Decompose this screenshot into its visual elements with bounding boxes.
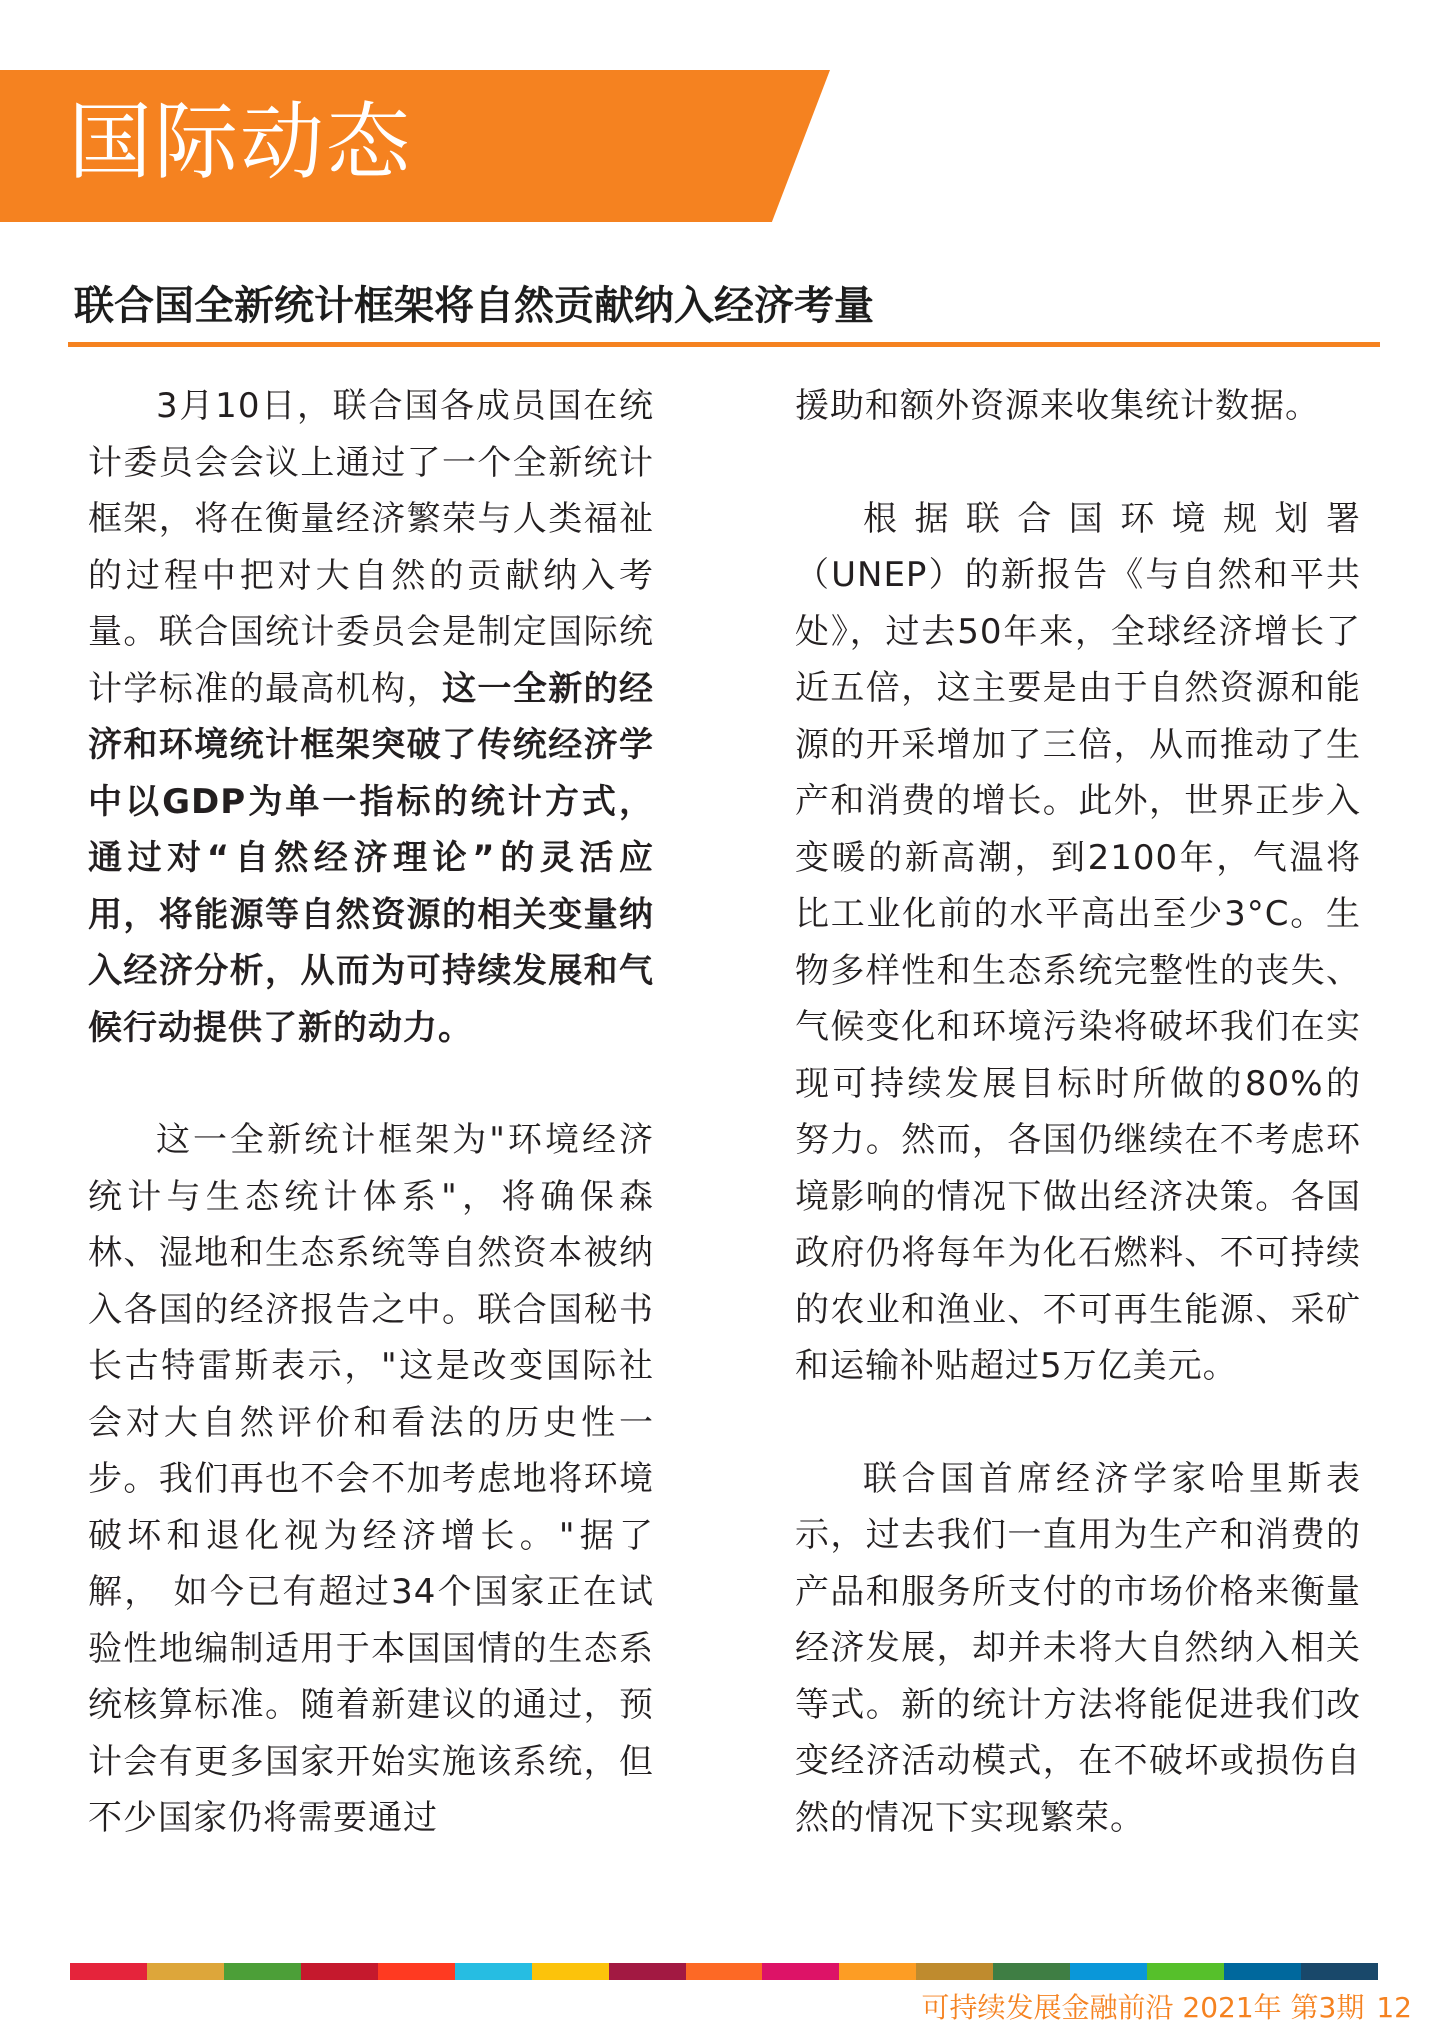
article-column-left	[88, 378, 654, 1903]
sdg-color-segment-2	[147, 1963, 224, 1980]
article-column-right	[795, 378, 1361, 1902]
sdg-color-segment-5	[378, 1963, 455, 1980]
paragraph-1-text: 3月10日，联合国各成员国在统计委员会会议上通过了一个全新统计框架，将在衡量经济繁荣与人类福祉的过程中把对大自然的贡献纳入考量。联合国统计委员会是制定国际统计学标准的最高机构，	[88, 386, 654, 709]
paragraph-1	[88, 378, 654, 1056]
page-footer	[921, 1988, 1412, 2028]
paragraph-1-highlight: 这一全新的经济和环境统计框架突破了传统经济学中以GDP为单一指标的统计方式，通过对“自然经济理论”的灵活应用，将能源等自然资源的相关变量纳入经济分析，从而为可持续发展和气候行动提供了新的动力。	[88, 668, 654, 1048]
sdg-color-segment-13	[993, 1963, 1070, 1980]
sdg-color-segment-17	[1301, 1963, 1378, 1980]
sdg-color-segment-6	[455, 1963, 532, 1980]
sdg-color-segment-9	[686, 1963, 763, 1980]
section-title: 国际动态	[68, 93, 413, 191]
sdg-color-segment-12	[916, 1963, 993, 1980]
paragraph-2-continued: 援助和额外资源来收集统计数据。	[795, 386, 1320, 426]
sdg-color-segment-4	[301, 1963, 378, 1980]
sdg-color-bar	[70, 1963, 1378, 1980]
sdg-color-segment-10	[762, 1963, 839, 1980]
sdg-color-segment-14	[1070, 1963, 1147, 1980]
sdg-color-segment-7	[532, 1963, 609, 1980]
article-headline: 联合国全新统计框架将自然贡献纳入经济考量	[74, 283, 874, 329]
paragraph-3: 根据联合国环境规划署（UNEP）的新报告《与自然和平共处》，过去50年来，全球经济增长了近五倍，这主要是由于自然资源和能源的开采增加了三倍，从而推动了生产和消费的增长。此外，世界正步入变暖的新高潮，到2100年，气温将比工业化前的水平高出至少3°C。生物多样性和生态系统完整性的丧失、气候变化和环境污染将破坏我们在实现可持续发展目标时所做的80%的努力。然而，各国仍继续在不考虑环境影响的情况下做出经济决策。各国政府仍将每年为化石燃料、不可持续的农业和渔业、不可再生能源、采矿和运输补贴超过5万亿美元。	[795, 498, 1361, 1386]
sdg-color-segment-3	[224, 1963, 301, 1980]
paragraph-2: 这一全新统计框架为"环境经济统计与生态统计体系"，将确保森林、湿地和生态系统等自然资本被纳入各国的经济报告之中。联合国秘书长古特雷斯表示，"这是改变国际社会对大自然评价和看法的历史性一步。我们再也不会不加考虑地将环境破坏和退化视为经济增长。"据了解， 如今已有超过34个国家正在试验性地编制适用于本国国情的生态系统核算标准。随着新建议的通过，预计会有更多国家开始实施该系统，但不少国家仍将需要通过	[88, 1120, 654, 1838]
sdg-color-segment-8	[609, 1963, 686, 1980]
sdg-color-segment-11	[839, 1963, 916, 1980]
publication-title: 可持续发展金融前沿 2021年 第3期	[921, 1991, 1365, 2024]
page-number: 12	[1376, 1991, 1412, 2024]
sdg-color-segment-15	[1147, 1963, 1224, 1980]
headline-divider	[68, 342, 1380, 347]
sdg-color-segment-1	[70, 1963, 147, 1980]
paragraph-4: 联合国首席经济学家哈里斯表示，过去我们一直用为生产和消费的产品和服务所支付的市场价格来衡量经济发展，却并未将大自然纳入相关等式。新的统计方法将能促进我们改变经济活动模式，在不破坏或损伤自然的情况下实现繁荣。	[795, 1458, 1361, 1838]
sdg-color-segment-16	[1224, 1963, 1301, 1980]
